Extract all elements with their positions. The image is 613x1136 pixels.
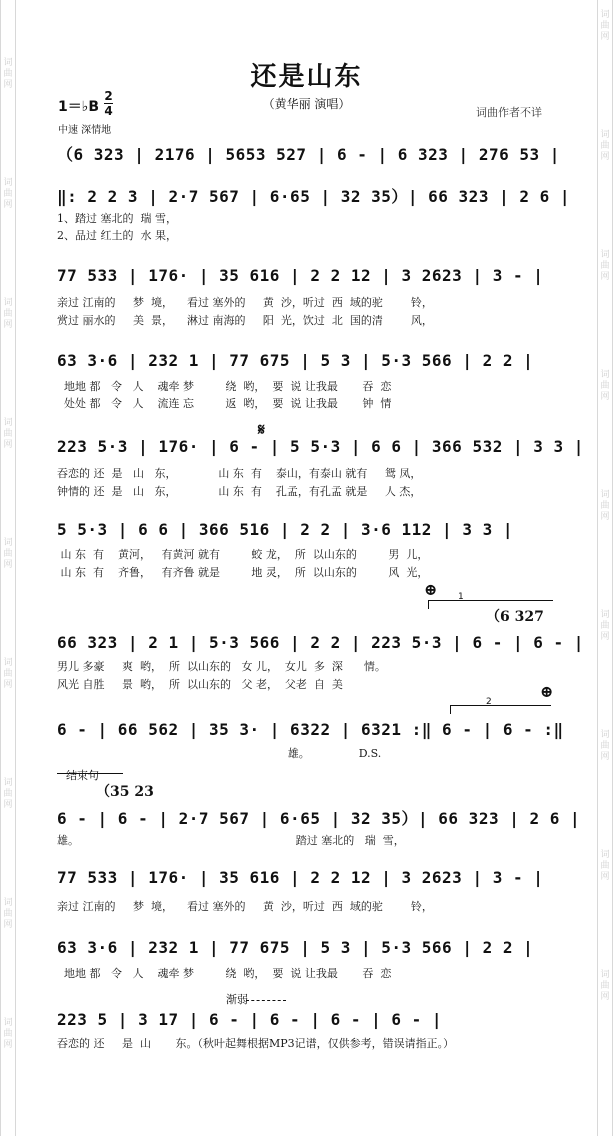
singer-credit: （黄华丽 演唱） xyxy=(262,97,351,111)
score-row: 6 - | 66 562 | 35 3· | 6322 | 6321 :‖ 6 - | 6 - :‖ xyxy=(57,720,564,739)
lyric-line: 处处 都 令 人 流连 忘 返 哟， 要 说 让我最 钟 情 xyxy=(57,397,392,410)
watermark-text: 词 曲 网 xyxy=(3,58,13,90)
watermark-text: 词 曲 网 xyxy=(600,610,610,642)
meter-top: 2 xyxy=(104,89,113,103)
volta-number: 1 xyxy=(458,592,464,602)
coda-mark: ⊕ xyxy=(424,580,438,599)
segno-mark: 𝄋 xyxy=(258,420,265,439)
lyric-line: 地地 都 令 人 魂牵 梦 绕 哟， 要 说 让我最 吞 恋 xyxy=(57,967,392,980)
lyric-line: 亲过 江南的 梦 境， 看过 塞外的 黄 沙，听过 西 域的驼 铃， xyxy=(57,296,433,309)
author-credit: 词曲作者不详 xyxy=(476,106,542,119)
watermark-text: 词 曲 网 xyxy=(3,898,13,930)
score-row: 6 - | 6 - | 2·7 567 | 6·65 | 32 35）| 66 323 | 2 6 | xyxy=(57,809,581,828)
watermark-text: 词 曲 网 xyxy=(600,250,610,282)
watermark-strip-left xyxy=(0,0,16,1136)
lyric-line: 雄。 D.S. xyxy=(57,747,382,760)
ending-section-label: 结束句 xyxy=(66,769,99,782)
score-row: 77 533 | 176· | 35 616 | 2 2 12 | 3 2623 | 3 - | xyxy=(57,266,544,285)
watermark-strip-right xyxy=(597,0,613,1136)
lyric-line: 2、品过 红土的 水 果， xyxy=(57,229,177,242)
key-signature: 1＝♭B xyxy=(58,99,100,115)
tempo-marking: 中速 深情地 xyxy=(58,125,112,136)
lyric-line: 赏过 丽水的 美 景， 淋过 南海的 阳 光，饮过 北 国的清 风， xyxy=(57,314,433,327)
volta-bracket-2 xyxy=(450,705,551,714)
watermark-text: 词 曲 网 xyxy=(600,130,610,162)
lyric-line: 吞恋的 还 是 山 东， 山 东 有 泰山，有泰山 就有 鸳 凤， xyxy=(57,467,422,480)
time-signature xyxy=(104,90,113,117)
watermark-text: 词 曲 网 xyxy=(3,298,13,330)
watermark-text: 词 曲 网 xyxy=(600,850,610,882)
fade-dash xyxy=(246,1000,286,1001)
watermark-text: 词 曲 网 xyxy=(600,970,610,1002)
score-row: 63 3·6 | 232 1 | 77 675 | 5 3 | 5·3 566 | 2 2 | xyxy=(57,938,534,957)
lyric-line: 男儿 多豪 爽 哟， 所 以山东的 女 儿， 女儿 多 深 情。 xyxy=(57,660,386,673)
volta-number: 2 xyxy=(486,697,492,707)
dynamic-marking: 渐弱 xyxy=(226,993,248,1006)
watermark-text: 词 曲 网 xyxy=(3,778,13,810)
volta-pickup: （6 327 xyxy=(486,609,544,625)
watermark-text: 词 曲 网 xyxy=(3,418,13,450)
lyric-line: 1、踏过 塞北的 瑞 雪， xyxy=(57,212,177,225)
lyric-line: 地地 都 令 人 魂牵 梦 绕 哟， 要 说 让我最 吞 恋 xyxy=(57,380,392,393)
watermark-text: 词 曲 网 xyxy=(600,370,610,402)
lyric-line: 山 东 有 黄河， 有黄河 就有 蛟 龙， 所 以山东的 男 儿， xyxy=(57,548,429,561)
watermark-text: 词 曲 网 xyxy=(3,538,13,570)
watermark-text: 词 曲 网 xyxy=(600,490,610,522)
score-row: 5 5·3 | 6 6 | 366 516 | 2 2 | 3·6 112 | 3 3 | xyxy=(57,520,513,539)
ending-pickup: （35 23 xyxy=(96,784,154,800)
score-row: （6 323 | 2176 | 5653 527 | 6 - | 6 323 | 276 53 | xyxy=(57,145,560,164)
lyric-line: 钟情的 还 是 山 东， 山 东 有 孔孟，有孔孟 就是 人 杰， xyxy=(57,485,422,498)
coda-mark: ⊕ xyxy=(540,682,554,701)
watermark-text: 词 曲 网 xyxy=(600,730,610,762)
watermark-text: 词 曲 网 xyxy=(3,1018,13,1050)
score-row: 77 533 | 176· | 35 616 | 2 2 12 | 3 2623 | 3 - | xyxy=(57,868,544,887)
score-row: 223 5 | 3 17 | 6 - | 6 - | 6 - | 6 - | xyxy=(57,1010,443,1029)
score-row: 63 3·6 | 232 1 | 77 675 | 5 3 | 5·3 566 | 2 2 | xyxy=(57,351,534,370)
lyric-line: 风光 自胜 景 哟， 所 以山东的 父 老， 父老 自 美 xyxy=(57,678,343,691)
score-row: 223 5·3 | 176· | 6 - | 5 5·3 | 6 6 | 366 532 | 3 3 | xyxy=(57,437,584,456)
score-row: ‖: 2 2 3 | 2·7 567 | 6·65 | 32 35）| 66 323 | 2 6 | xyxy=(57,187,571,206)
watermark-text: 词 曲 网 xyxy=(600,10,610,42)
lyric-line: 雄。 踏过 塞北的 瑞 雪， xyxy=(57,834,405,847)
watermark-text: 词 曲 网 xyxy=(3,178,13,210)
meter-bottom: 4 xyxy=(104,104,113,118)
watermark-text: 词 曲 网 xyxy=(3,658,13,690)
score-row: 66 323 | 2 1 | 5·3 566 | 2 2 | 223 5·3 | 6 - | 6 - | xyxy=(57,633,584,652)
lyric-line: 吞恋的 还 是 山 东。（秋叶起舞根据MP3记谱，仅供参考，错误请指正。） xyxy=(57,1037,455,1050)
lyric-line: 亲过 江南的 梦 境， 看过 塞外的 黄 沙，听过 西 域的驼 铃， xyxy=(57,900,433,913)
song-title: 还是山东 xyxy=(250,62,363,92)
lyric-line: 山 东 有 齐鲁， 有齐鲁 就是 地 灵， 所 以山东的 风 光， xyxy=(57,566,429,579)
